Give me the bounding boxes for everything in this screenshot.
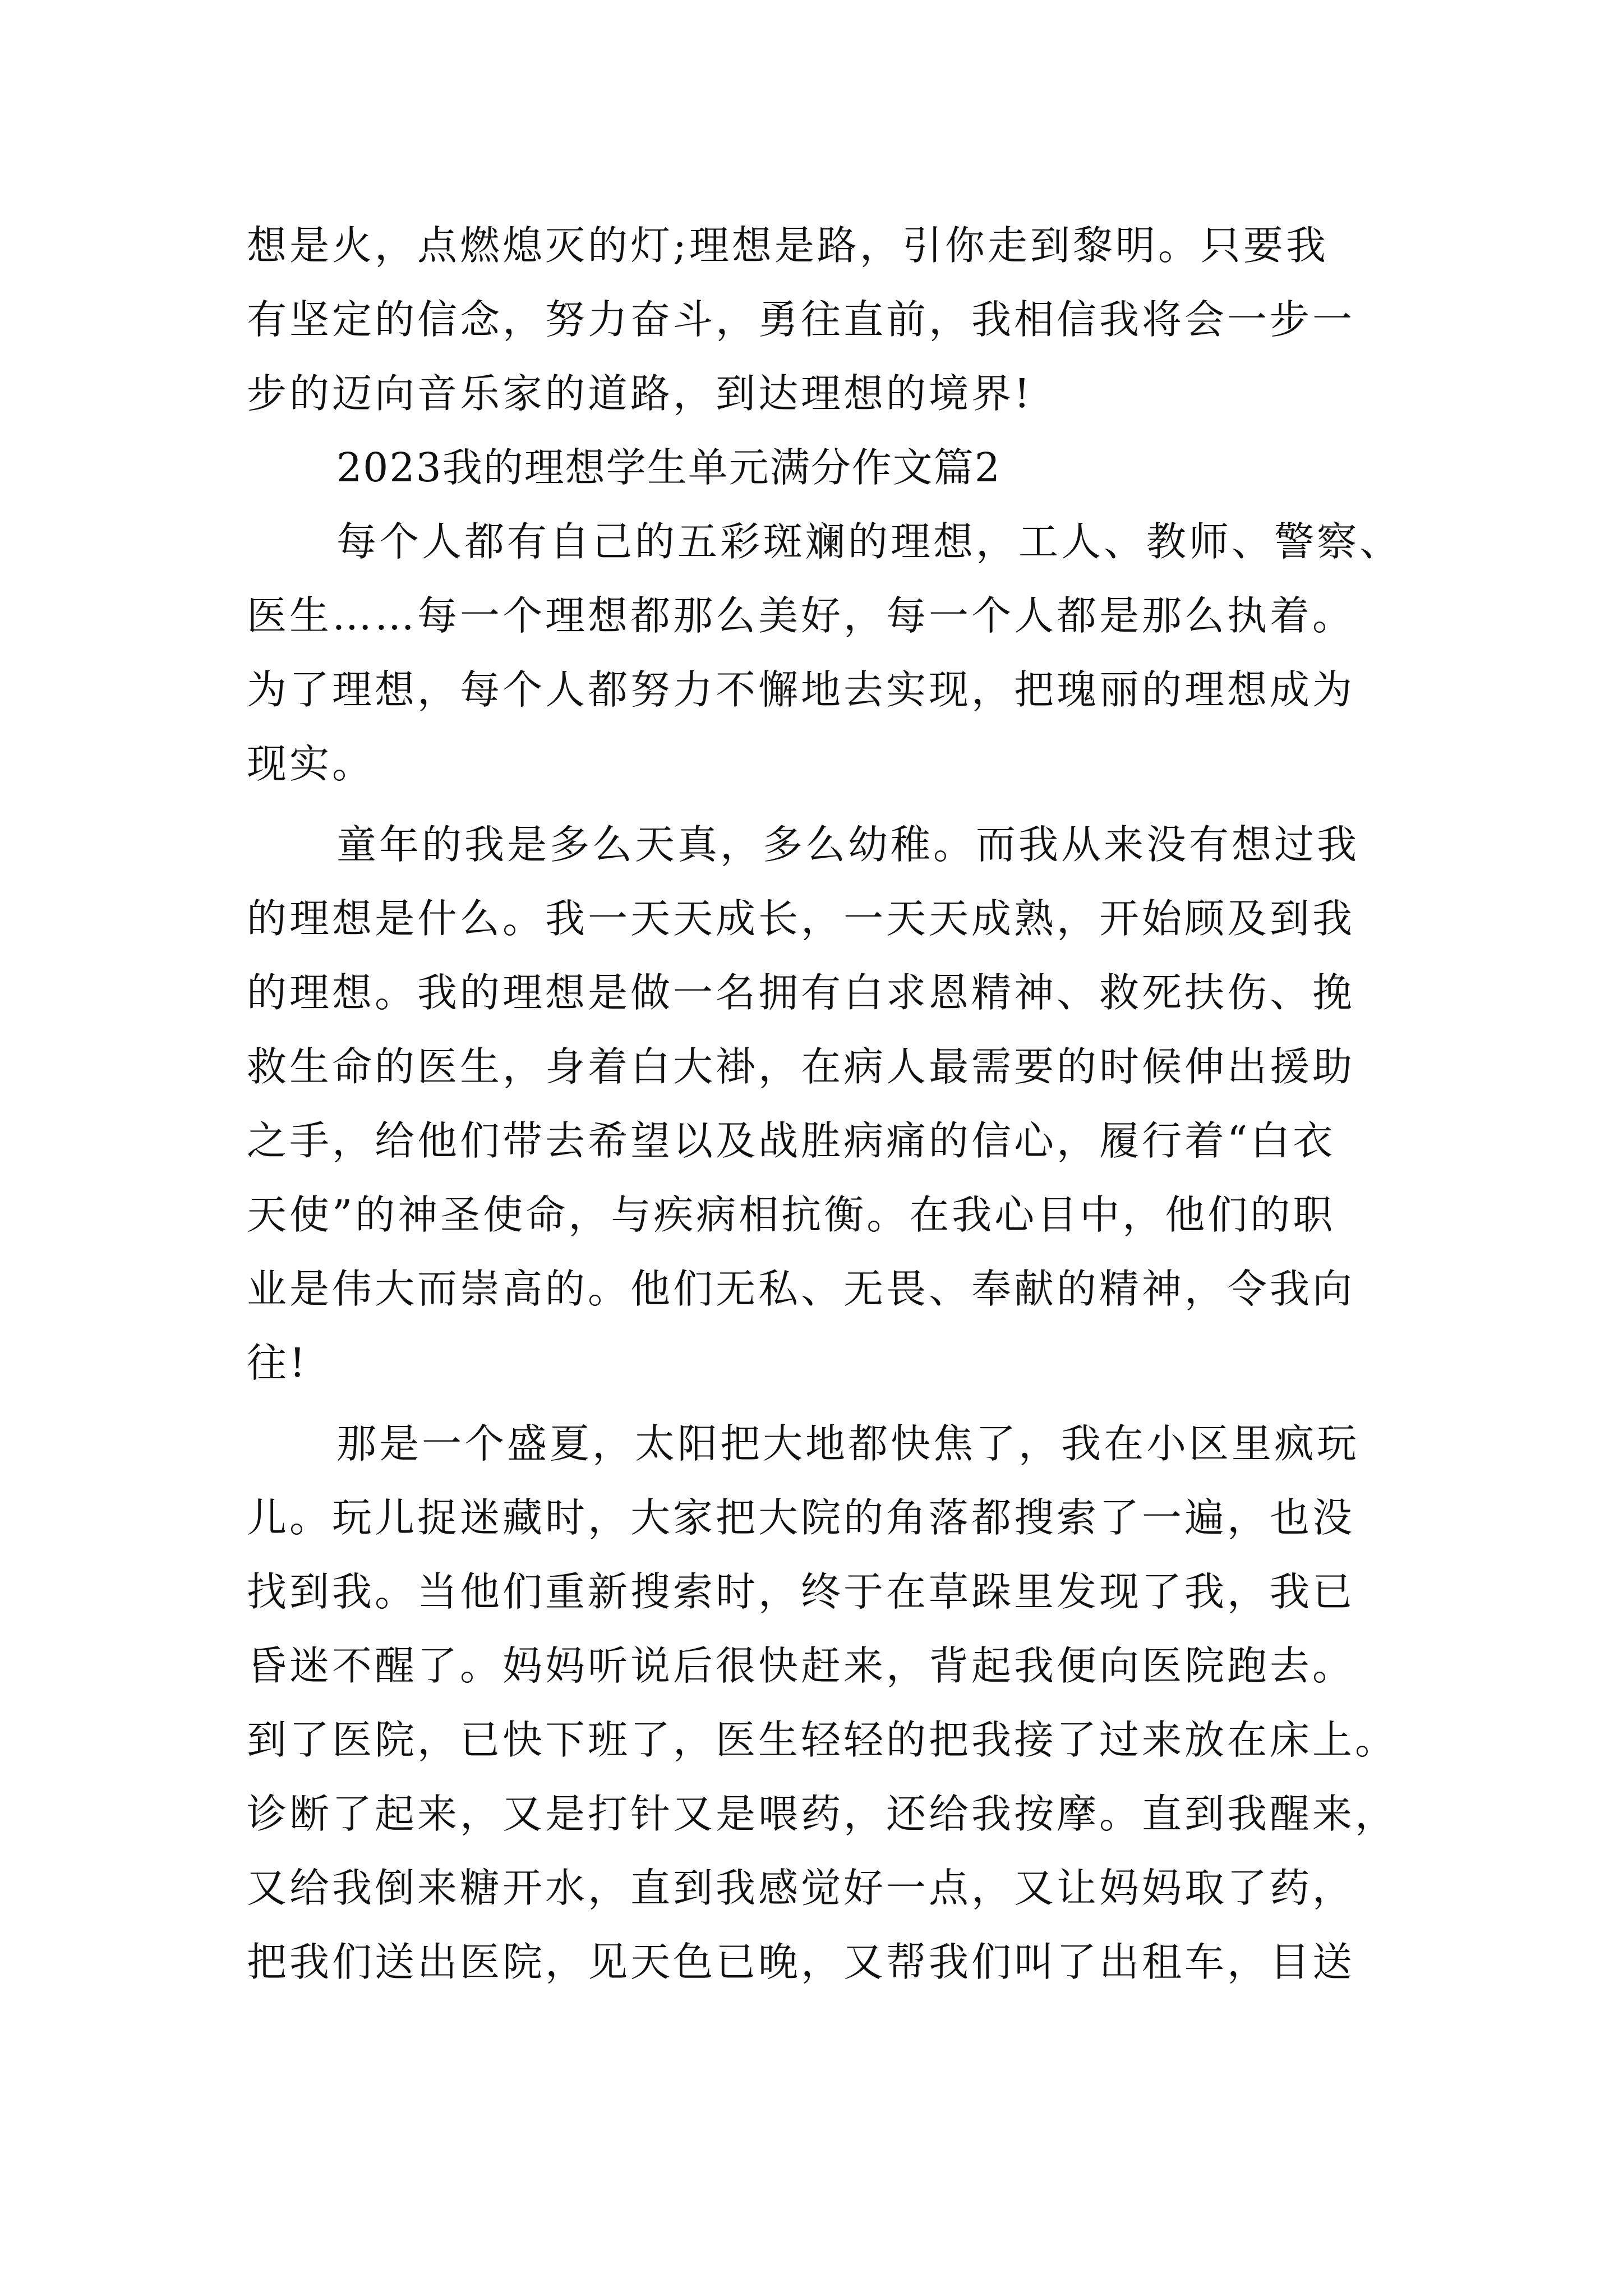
text-line: 为了理想，每个人都努力不懈地去实现，把瑰丽的理想成为: [247, 666, 1355, 713]
paragraph-gap: [247, 1400, 1396, 1407]
text-line: 又给我倒来糖开水，直到我感觉好一点，又让妈妈取了药，: [247, 1865, 1355, 1911]
text-line: 天使”的神圣使命，与疾病相抗衡。在我心目中，他们的职: [247, 1191, 1336, 1238]
text-line: 到了医院，已快下班了，医生轻轻的把我接了过来放在床上。: [247, 1717, 1398, 1763]
text-line: 每个人都有自己的五彩斑斓的理想，工人、教师、警察、: [336, 518, 1403, 565]
text-line: 想是火，点燃熄灭的灯;理想是路，引你走到黎明。只要我: [247, 222, 1329, 269]
paragraph: [247, 1407, 1396, 1999]
text-line: 把我们送出医院，见天色已晚，又帮我们叫了出租车，目送: [247, 1939, 1355, 1985]
text-line: 昏迷不醒了。妈妈听说后很快赶来，背起我便向医院跑去。: [247, 1642, 1355, 1689]
text-line: 童年的我是多么天真，多么幼稚。而我从来没有想过我: [336, 821, 1360, 868]
paragraph: [247, 505, 1403, 801]
text-line: 现实。: [247, 740, 375, 787]
text-line: 的理想是什么。我一天天成长，一天天成熟，开始顾及到我: [247, 895, 1355, 942]
text-line: 之手，给他们带去希望以及战胜病痛的信心，履行着“白衣: [247, 1117, 1336, 1164]
text-line: 有坚定的信念，努力奋斗，勇往直前，我相信我将会一步一: [247, 296, 1355, 343]
text-line: 诊断了起来，又是打针又是喂药，还给我按摩。直到我醒来，: [247, 1791, 1398, 1837]
text-line: 往!: [247, 1340, 308, 1386]
text-line: 步的迈向音乐家的道路，到达理想的境界!: [247, 370, 1033, 417]
paragraph: [247, 808, 1396, 1400]
text-line: 儿。玩儿捉迷藏时，大家把大院的角落都搜索了一遍，也没: [247, 1494, 1355, 1541]
text-line: 业是伟大而崇高的。他们无私、无畏、奉献的精神，令我向: [247, 1266, 1355, 1312]
text-line: 的理想。我的理想是做一名拥有白求恩精神、救死扶伤、挽: [247, 969, 1355, 1016]
heading-text: 2023我的理想学生单元满分作文篇2: [336, 444, 1001, 491]
text-line: 那是一个盛夏，太阳把大地都快焦了，我在小区里疯玩: [336, 1420, 1360, 1467]
text-line: 救生命的医生，身着白大褂，在病人最需要的时候伸出援助: [247, 1043, 1355, 1090]
paragraph-continuation: [247, 209, 1396, 431]
document-body: [247, 209, 1403, 1999]
paragraph-gap: [247, 801, 1396, 808]
text-line: 找到我。当他们重新搜索时，终于在草跺里发现了我，我已: [247, 1568, 1355, 1615]
text-line: 医生……每一个理想都那么美好，每一个人都是那么执着。: [247, 592, 1355, 639]
section-heading: [247, 431, 1396, 505]
